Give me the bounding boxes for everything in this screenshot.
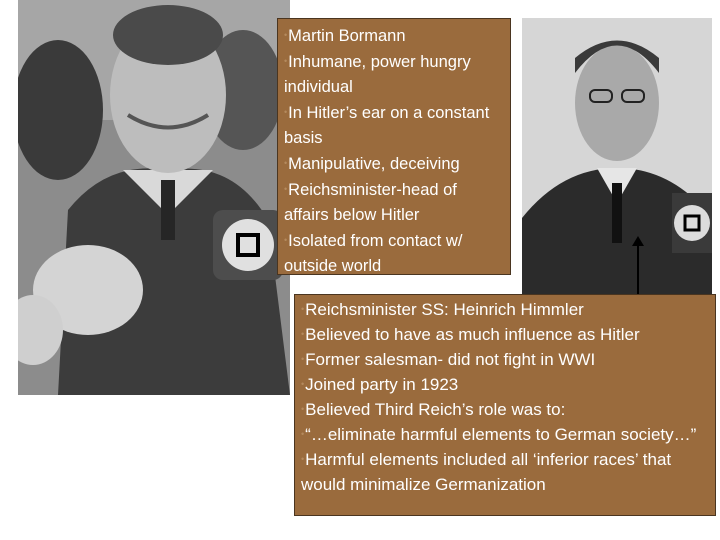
list-item: •Reichsminister-head of affairs below Hitler [284, 181, 457, 224]
list-item: •Believed to have as much influence as Hitler [301, 325, 640, 344]
list-item: •Harmful elements included all ‘inferior races’ that would minimalize Germanization [301, 450, 672, 494]
list-item: •In Hitler’s ear on a constant basis [284, 104, 490, 147]
bormann-info-box [277, 18, 511, 275]
himmler-info-box [294, 294, 716, 516]
bormann-bullet-list [284, 23, 504, 279]
himmler-photo [522, 18, 712, 323]
list-item: •Manipulative, deceiving [284, 155, 460, 173]
list-item: •Joined party in 1923 [301, 375, 459, 394]
himmler-bullet-list [301, 297, 709, 497]
list-item: •Inhumane, power hungry individual [284, 53, 471, 96]
bormann-photo [18, 0, 290, 395]
list-item: •Martin Bormann [284, 27, 406, 45]
list-item: •Former salesman- did not fight in WWI [301, 350, 596, 369]
pointer-arrow-icon [632, 236, 644, 246]
list-item: •Reichsminister SS: Heinrich Himmler [301, 300, 584, 319]
list-item: •Believed Third Reich’s role was to: [301, 400, 566, 419]
list-item: •“…eliminate harmful elements to German society…” [301, 425, 697, 444]
list-item: •Isolated from contact w/ outside world [284, 232, 463, 275]
